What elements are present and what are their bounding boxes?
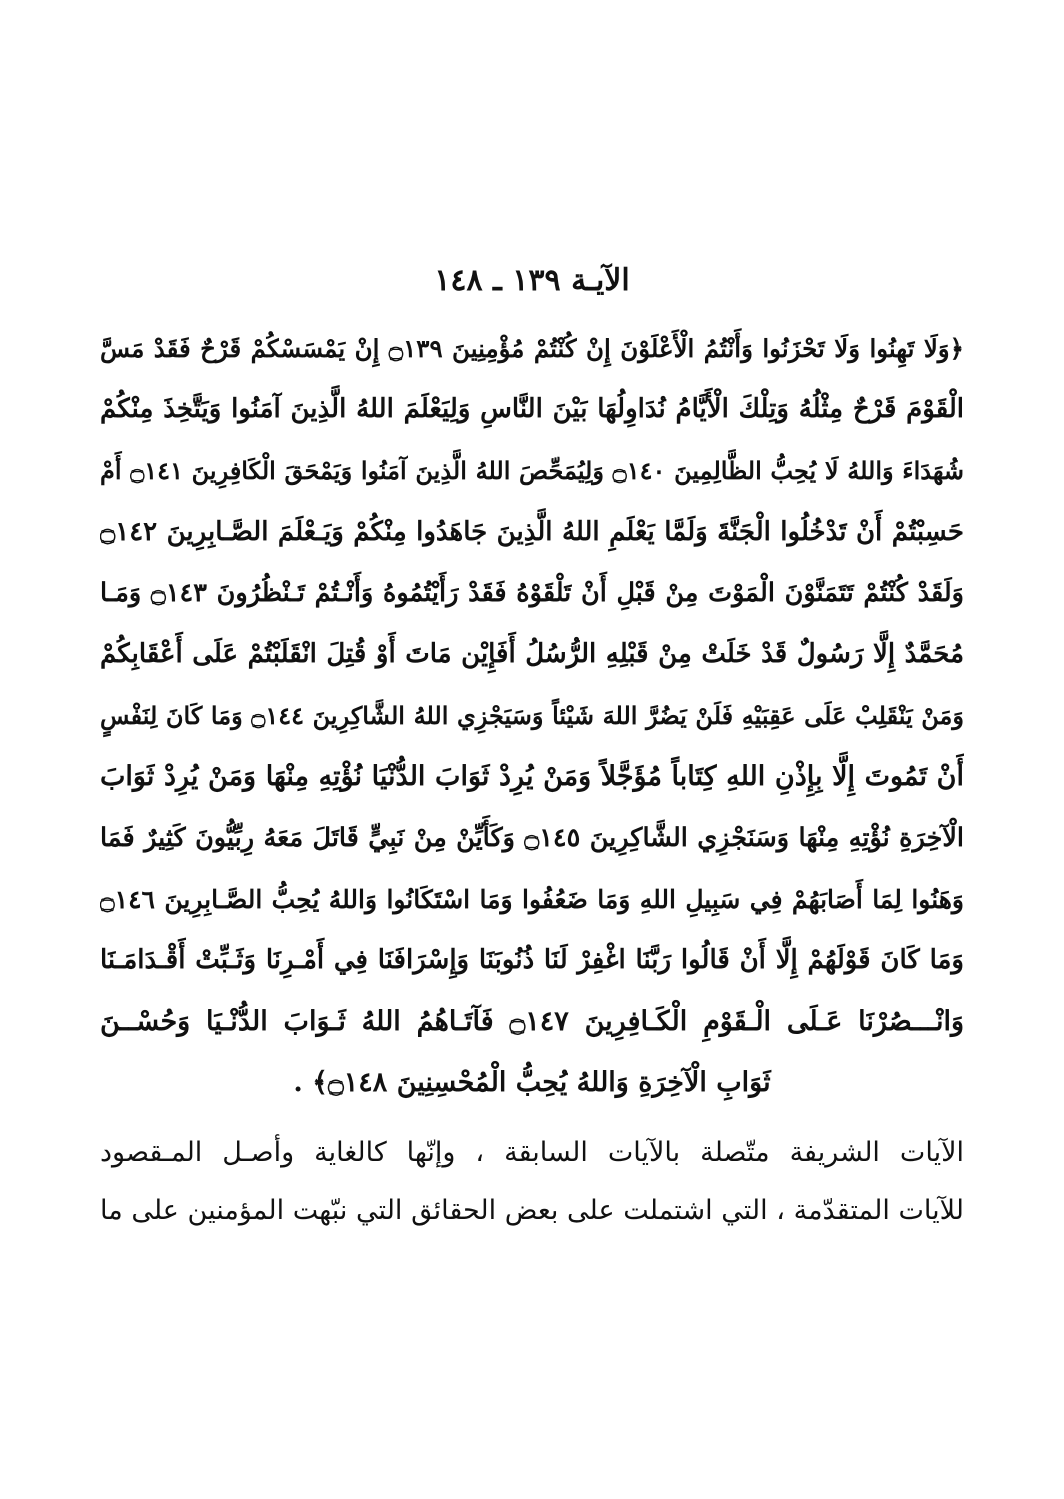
verse-line: وَمَنْ يَنْقَلِبْ عَلَى عَقِبَيْهِ فَلَنْ يَضُرَّ اللهَ شَيْئاً وَسَيَجْزِي اللهُ الشَّاكِرِينَ ۝١٤٤ وَمَا كَانَ لِنَفْسٍ [100,701,964,731]
commentary-line: للآيات المتقدّمة ، التي اشتملت على بعض الحقائق التي نبّهت المؤمنين على ما [100,1195,964,1226]
verse-range-heading: الآيـة ١٣٩ ـ ١٤٨ [434,263,630,298]
verse-line: وَانْـــصُرْنَا عَـلَى الْـقَوْمِ الْكَـافِرِينَ ۝١٤٧ فَآتَـاهُمُ اللهُ ثَـوَابَ الدُّنْـيَا وَحُسْــنَ [100,1006,964,1038]
verse-line: الْقَوْمَ قَرْحٌ مِثْلُهُ وَتِلْكَ الْأَيَّامُ نُدَاوِلُهَا بَيْنَ النَّاسِ وَلِيَعْلَمَ اللهُ الَّذِينَ آمَنُوا وَيَتَّخِذَ مِنْكُمْ [100,394,964,425]
verse-line: حَسِبْتُمْ أَنْ تَدْخُلُوا الْجَنَّةَ وَلَمَّا يَعْلَمِ اللهُ الَّذِينَ جَاهَدُوا مِنْكُمْ وَيَـعْلَمَ الصَّـابِرِينَ ۝١٤٢ [100,516,964,547]
commentary-paragraph [100,1124,964,1240]
verse-line: وَلَقَدْ كُنْتُمْ تَتَمَنَّوْنَ الْمَوْتَ مِنْ قَبْلِ أَنْ تَلْقَوْهُ فَقَدْ رَأَيْتُمُوهُ وَأَنْـتُمْ تَـنْظُرُونَ ۝١٤٣ وَمَـا [100,577,964,608]
verse-line: وَهَنُوا لِمَا أَصَابَهُمْ فِي سَبِيلِ اللهِ وَمَا ضَعُفُوا وَمَا اسْتَكَانُوا وَاللهُ يُحِبُّ الصَّـابِرِينَ ۝١٤٦ [100,884,964,914]
verse-line: وَمَا كَانَ قَوْلَهُمْ إِلَّا أَنْ قَالُوا رَبَّنَا اغْفِرْ لَنَا ذُنُوبَنَا وَإِسْرَافَنَا فِي أَمْـرِنَا وَثَـبِّتْ أَقْـدَامَـنَا [100,944,964,975]
verse-line: الْآخِرَةِ نُؤْتِهِ مِنْهَا وَسَنَجْزِي الشَّاكِرِينَ ۝١٤٥ وَكَأَيِّنْ مِنْ نَبِيٍّ قَاتَلَ مَعَهُ رِبِّيُّونَ كَثِيرٌ فَمَا [100,822,964,853]
verse-line-final: ثَوَابِ الْآخِرَةِ وَاللهُ يُحِبُّ الْمُحْسِنِينَ ۝١٤٨﴾ . [293,1067,771,1099]
verse-line: مُحَمَّدٌ إِلَّا رَسُولٌ قَدْ خَلَتْ مِنْ قَبْلِهِ الرُّسُلُ أَفَإِيْن مَاتَ أَوْ قُتِلَ انْقَلَبْتُمْ عَلَى أَعْقَابِكُمْ [100,638,964,669]
quran-verses-block [100,318,964,1113]
verse-line: شُهَدَاءَ وَاللهُ لَا يُحِبُّ الظَّالِمِينَ ۝١٤٠ وَلِيُمَحِّصَ اللهُ الَّذِينَ آمَنُوا وَيَمْحَقَ الْكَافِرِينَ ۝١٤١ أَمْ [100,456,964,486]
verse-line: أَنْ تَمُوتَ إِلَّا بِإِذْنِ اللهِ كِتَاباً مُؤَجَّلاً وَمَنْ يُرِدْ ثَوَابَ الدُّنْيَا نُؤْتِهِ مِنْهَا وَمَنْ يُرِدْ ثَوَابَ [100,761,964,793]
verse-line: ﴿وَلَا تَهِنُوا وَلَا تَحْزَنُوا وَأَنْتُمُ الْأَعْلَوْنَ إِنْ كُنْتُمْ مُؤْمِنِينَ ۝١٣٩ إِنْ يَمْسَسْكُمْ قَرْحٌ فَقَدْ مَسَّ [100,334,964,363]
commentary-line: الآيات الشريفة متّصلة بالآيات السابقة ، وإنّها كالغاية وأصـل المـقصود [100,1137,964,1168]
